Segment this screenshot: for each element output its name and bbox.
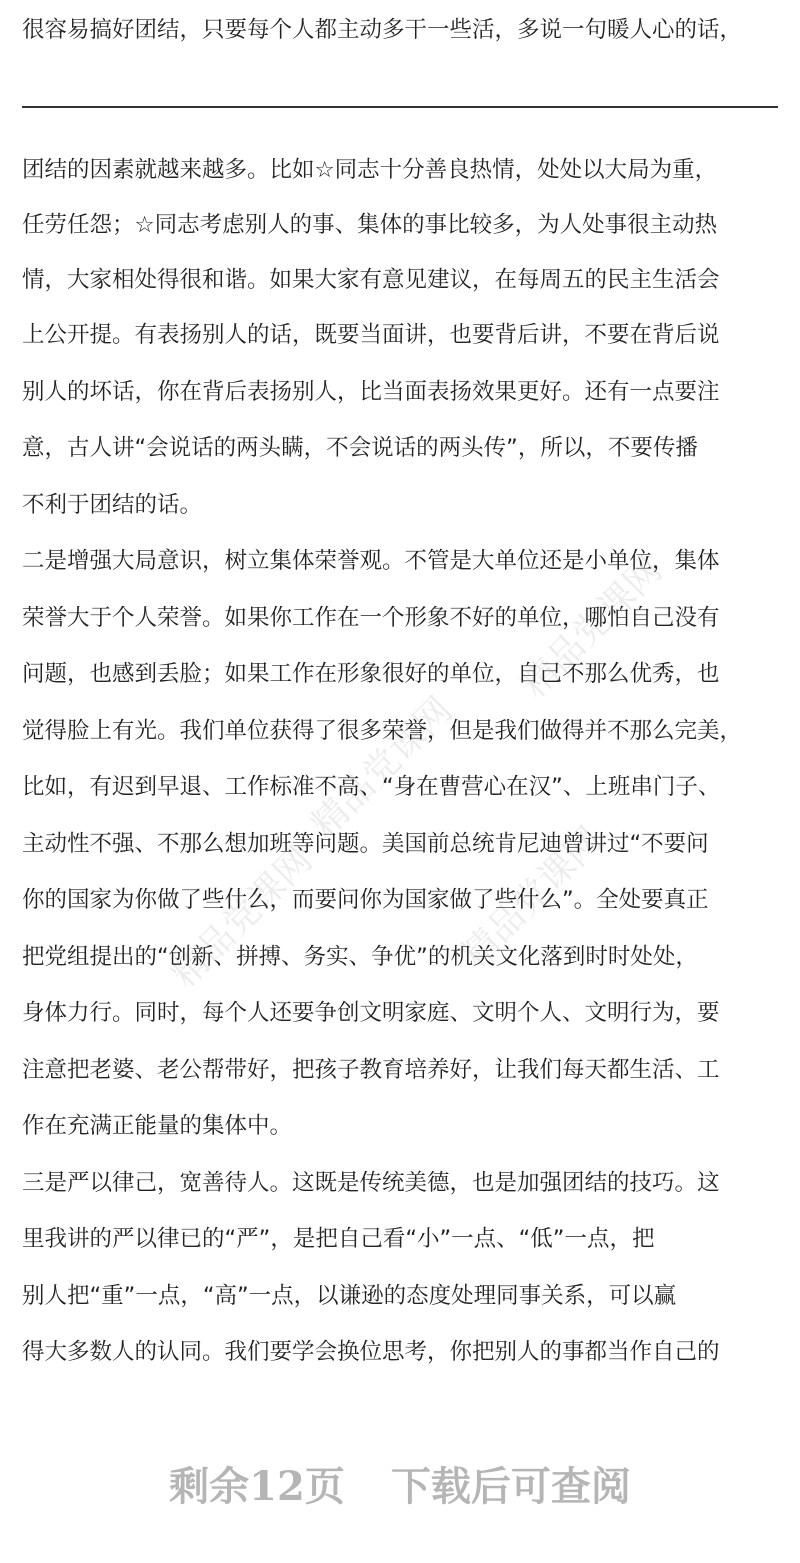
- text-line: 别人把“重”一点，“高”一点，以谦逊的态度处理同事关系，可以赢: [22, 1283, 677, 1309]
- watermark-3: 精品党课网: [163, 839, 321, 996]
- watermark-1: 精品党课网: [513, 549, 671, 706]
- text-line: 荣誉大于个人荣誉。如果你工作在一个形象不好的单位，哪怕自己没有: [22, 605, 720, 631]
- text-line: 你的国家为你做了些什么，而要问你为国家做了些什么”。全处要真正: [22, 887, 709, 913]
- page-divider: [22, 106, 778, 108]
- text-line: 意，古人讲“会说话的两头瞒，不会说话的两头传”，所以，不要传播: [22, 435, 698, 461]
- text-line: 别人的坏话，你在背后表扬别人，比当面表扬效果更好。还有一点要注: [22, 379, 720, 405]
- download-to-view-label[interactable]: 下载后可查阅: [390, 1463, 631, 1510]
- watermark-4: 精品党课网: [453, 819, 611, 976]
- text-line: 二是增强大局意识，树立集体荣誉观。不管是大单位还是小单位，集体: [22, 548, 720, 574]
- text-line: 得大多数人的认同。我们要学会换位思考，你把别人的事都当作自己的: [22, 1339, 720, 1365]
- text-line: 作在充满正能量的集体中。: [22, 1113, 293, 1139]
- text-line: 问题，也感到丢脸；如果工作在形象很好的单位，自己不那么优秀，也: [22, 661, 720, 687]
- text-line: 很容易搞好团结，只要每个人都主动多干一些活，多说一句暖人心的话，: [22, 17, 743, 43]
- text-line: 任劳任怨；☆同志考虑别人的事、集体的事比较多，为人处事很主动热: [22, 212, 718, 238]
- text-line: 上公开提。有表扬别人的话，既要当面讲，也要背后讲，不要在背后说: [22, 322, 720, 348]
- remaining-pages-label: 剩余12页: [169, 1463, 345, 1510]
- text-line: 主动性不强、不那么想加班等问题。美国前总统肯尼迪曾讲过“不要问: [22, 831, 709, 857]
- watermark-2: 精品党课网: [303, 689, 461, 846]
- text-line: 团结的因素就越来越多。比如☆同志十分善良热情，处处以大局为重，: [22, 157, 718, 183]
- text-line: 身体力行。同时，每个人还要争创文明家庭、文明个人、文明行为，要: [22, 1000, 720, 1026]
- download-prompt[interactable]: [0, 1462, 800, 1512]
- text-line: 比如，有迟到早退、工作标准不高、“身在曹营心在汉”、上班串门子、: [22, 774, 721, 800]
- text-line: 情，大家相处得很和谐。如果大家有意见建议，在每周五的民主生活会: [22, 267, 720, 293]
- text-line: 注意把老婆、老公帮带好，把孩子教育培养好，让我们每天都生活、工: [22, 1057, 720, 1083]
- text-line: 不利于团结的话。: [22, 492, 203, 518]
- text-line: 里我讲的严以律已的“严”，是把自己看“小”一点、“低”一点，把: [22, 1226, 655, 1252]
- text-line: 觉得脸上有光。我们单位获得了很多荣誉，但是我们做得并不那么完美，: [22, 718, 743, 744]
- text-line: 把党组提出的“创新、拼搏、务实、争优”的机关文化落到时时处处，: [22, 944, 698, 970]
- text-line: 三是严以律己，宽善待人。这既是传统美德，也是加强团结的技巧。这: [22, 1170, 720, 1196]
